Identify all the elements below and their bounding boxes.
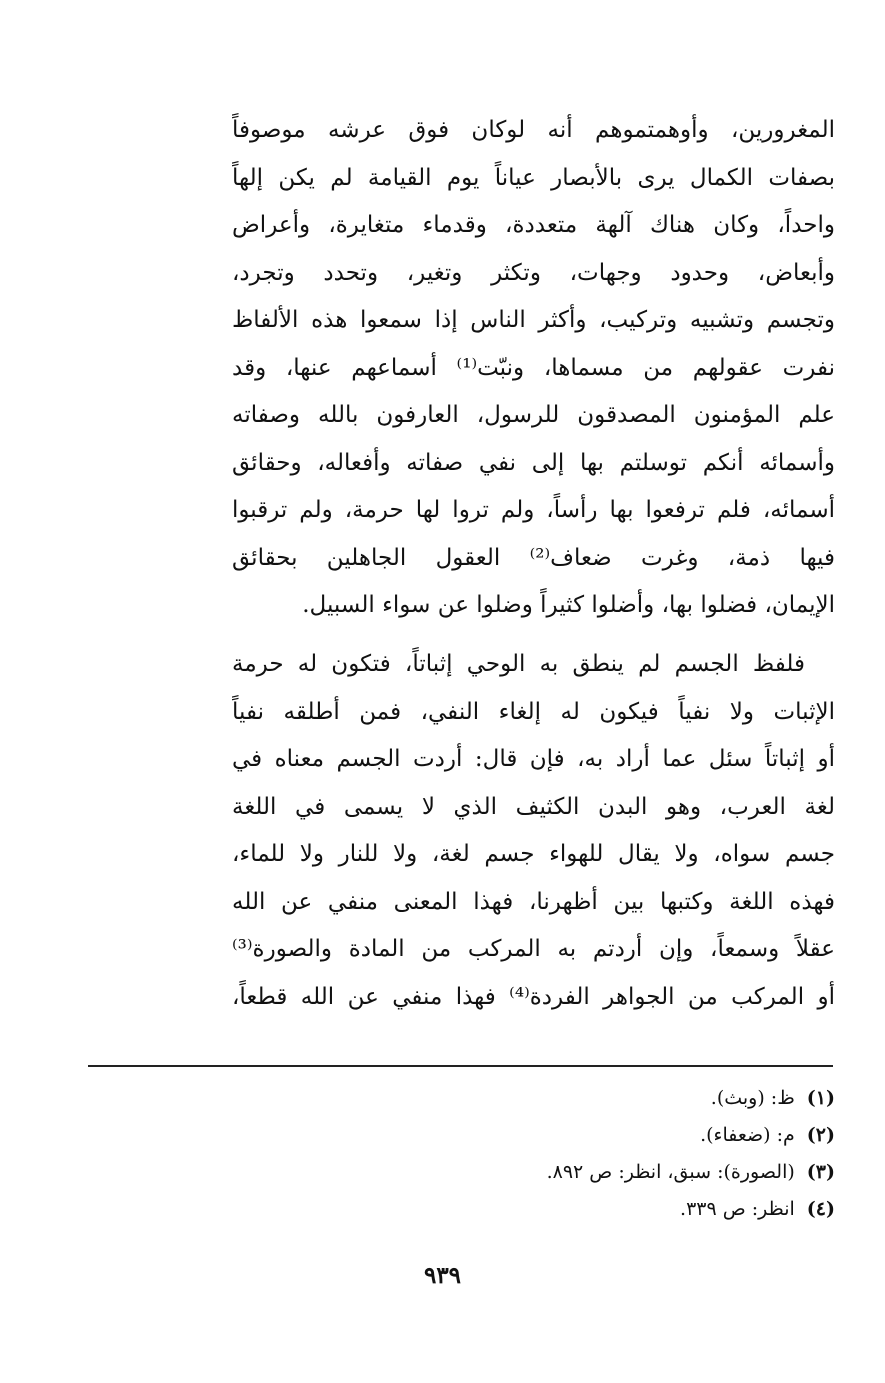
footnote-text: م: (ضعفاء).: [700, 1124, 795, 1146]
footnote-text: انظر: ص ٣٣٩.: [680, 1198, 795, 1220]
text-line: وأسمائه أنكم توسلتم بها إلى نفي صفاته وأفعاله، وحقائق: [232, 449, 835, 476]
footnote-text: (الصورة): سبق، انظر: ص ٨٩٢.: [546, 1161, 795, 1183]
text-line: وتجسم وتشبيه وتركيب، وأكثر الناس إذا سمعوا هذه الألفاظ: [232, 307, 835, 333]
footnote-item: [235, 1117, 835, 1154]
text-line: بصفات الكمال يرى بالأبصار عياناً يوم القيامة لم يكن إلهاً: [232, 164, 835, 191]
footnote-item: [235, 1191, 835, 1228]
text-line: لغة العرب، وهو البدن الكثيف الذي لا يسمى في اللغة: [232, 793, 835, 820]
footnote-item: [235, 1080, 835, 1117]
paragraph-2: [232, 641, 835, 1021]
text-line: الإيمان، فضلوا بها، وأضلوا كثيراً وضلوا عن سواء السبيل.: [302, 592, 835, 618]
footnote-text: ظ: (وبث).: [710, 1087, 795, 1109]
text-line: عقلاً وسمعاً، وإن أردتم به المركب من المادة والصورة⁽³⁾: [232, 936, 835, 962]
text-line: أو إثباتاً سئل عما أراد به، فإن قال: أردت الجسم معناه في: [232, 746, 835, 772]
text-line: أسمائه، فلم ترفعوا بها رأساً، ولم تروا لها حرمة، ولم ترقبوا: [232, 497, 835, 523]
paragraph-1: [232, 107, 835, 630]
text-line: نفرت عقولهم من مسماها، ونبّت⁽¹⁾ أسماعهم عنها، وقد: [232, 354, 835, 381]
page-number: ٩٣٩: [423, 1262, 462, 1289]
text-line: أو المركب من الجواهر الفردة⁽⁴⁾ فهذا منفي عن الله قطعاً،: [232, 983, 835, 1010]
footnote-item: [235, 1154, 835, 1191]
text-line: المغرورين، وأوهمتموهم أنه لوكان فوق عرشه موصوفاً: [232, 117, 835, 143]
text-line: فيها ذمة، وغرت ضعاف⁽²⁾ العقول الجاهلين بحقائق: [232, 544, 835, 571]
footnote-number: (٤): [806, 1198, 835, 1220]
footnote-number: (١): [806, 1087, 835, 1109]
text-line: علم المؤمنون المصدقون للرسول، العارفون بالله وصفاته: [232, 402, 835, 428]
text-line: جسم سواه، ولا يقال للهواء جسم لغة، ولا للنار ولا للماء،: [232, 841, 835, 867]
text-line: وأبعاض، وحدود وجهات، وتكثر وتغير، وتحدد وتجرد،: [232, 259, 835, 286]
footnotes: [235, 1080, 835, 1228]
footnote-number: (٢): [806, 1124, 835, 1146]
text-line: فهذه اللغة وكتبها بين أظهرنا، فهذا المعنى منفي عن الله: [232, 888, 835, 915]
text-line: واحداً، وكان هناك آلهة متعددة، وقدماء متغايرة، وأعراض: [232, 212, 835, 238]
footnote-number: (٣): [806, 1161, 835, 1183]
text-line: الإثبات ولا نفياً فيكون له إلغاء النفي، فمن أطلقه نفياً: [232, 698, 835, 725]
footnote-divider: [88, 1065, 833, 1067]
text-line: فلفظ الجسم لم ينطق به الوحي إثباتاً، فتكون له حرمة: [232, 651, 805, 677]
